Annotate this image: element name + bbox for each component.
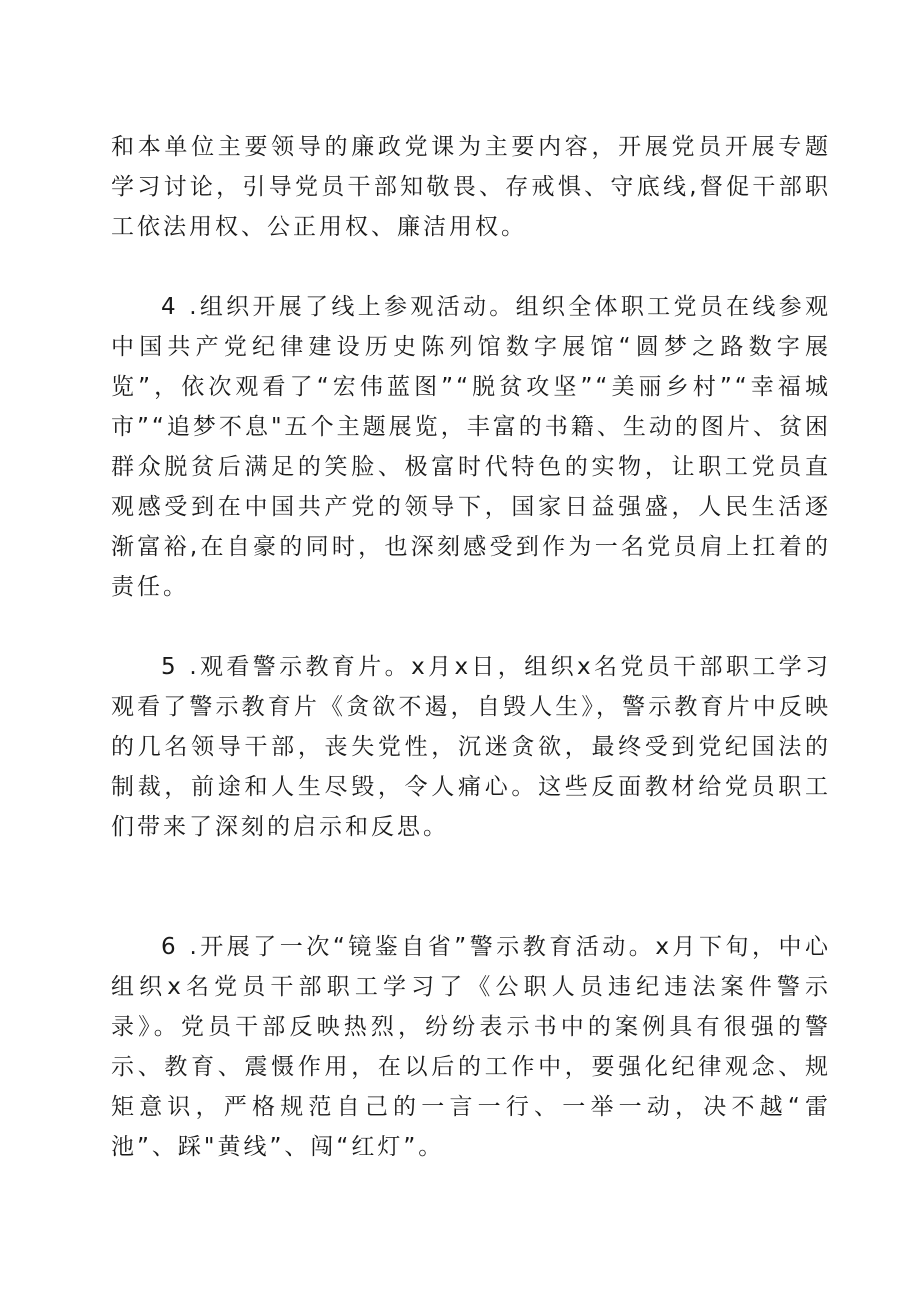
paragraph-item-4: 4 .组织开展了线上参观活动。组织全体职工党员在线参观中国共产党纪律建设历史陈列馆数字展馆“圆梦之路数字展览”，依次观看了“宏伟蓝图”“脱贫攻坚”“美丽乡村”“幸福城市”“追梦不息"五个主题展览，丰富的书籍、生动的图片、贫困群众脱贫后满足的笑脸、极富时代特色的实物，让职工党员直观感受到在中国共产党的领导下，国家日益强盛，人民生活逐渐富裕,在自豪的同时，也深刻感受到作为一名党员肩上扛着的责任。 — [111, 294, 831, 600]
paragraph-item-6: 6 .开展了一次“镜鉴自省”警示教育活动。x月下旬，中心组织x名党员干部职工学习了《公职人员违纪违法案件警示录》。党员干部反映热烈，纷纷表示书中的案例具有很强的警示、教育、震慑作用，在以后的工作中，要强化纪律观念、规矩意识，严格规范自己的一言一行、一举一动，决不越“雷池”、踩"黄线”、闯“红灯”。 — [111, 934, 831, 1160]
paragraph-item-5: 5 .观看警示教育片。x月x日，组织x名党员干部职工学习观看了警示教育片《贪欲不遏，自毁人生》，警示教育片中反映的几名领导干部，丧失党性，沉迷贪欲，最终受到党纪国法的制裁，前途和人生尽毁，令人痛心。这些反面教材给党员职工们带来了深刻的启示和反思。 — [111, 654, 831, 840]
paragraph-continuation: 和本单位主要领导的廉政党课为主要内容，开展党员开展专题学习讨论，引导党员干部知敬畏、存戒惧、守底线,督促干部职工依法用权、公正用权、廉洁用权。 — [111, 134, 831, 240]
